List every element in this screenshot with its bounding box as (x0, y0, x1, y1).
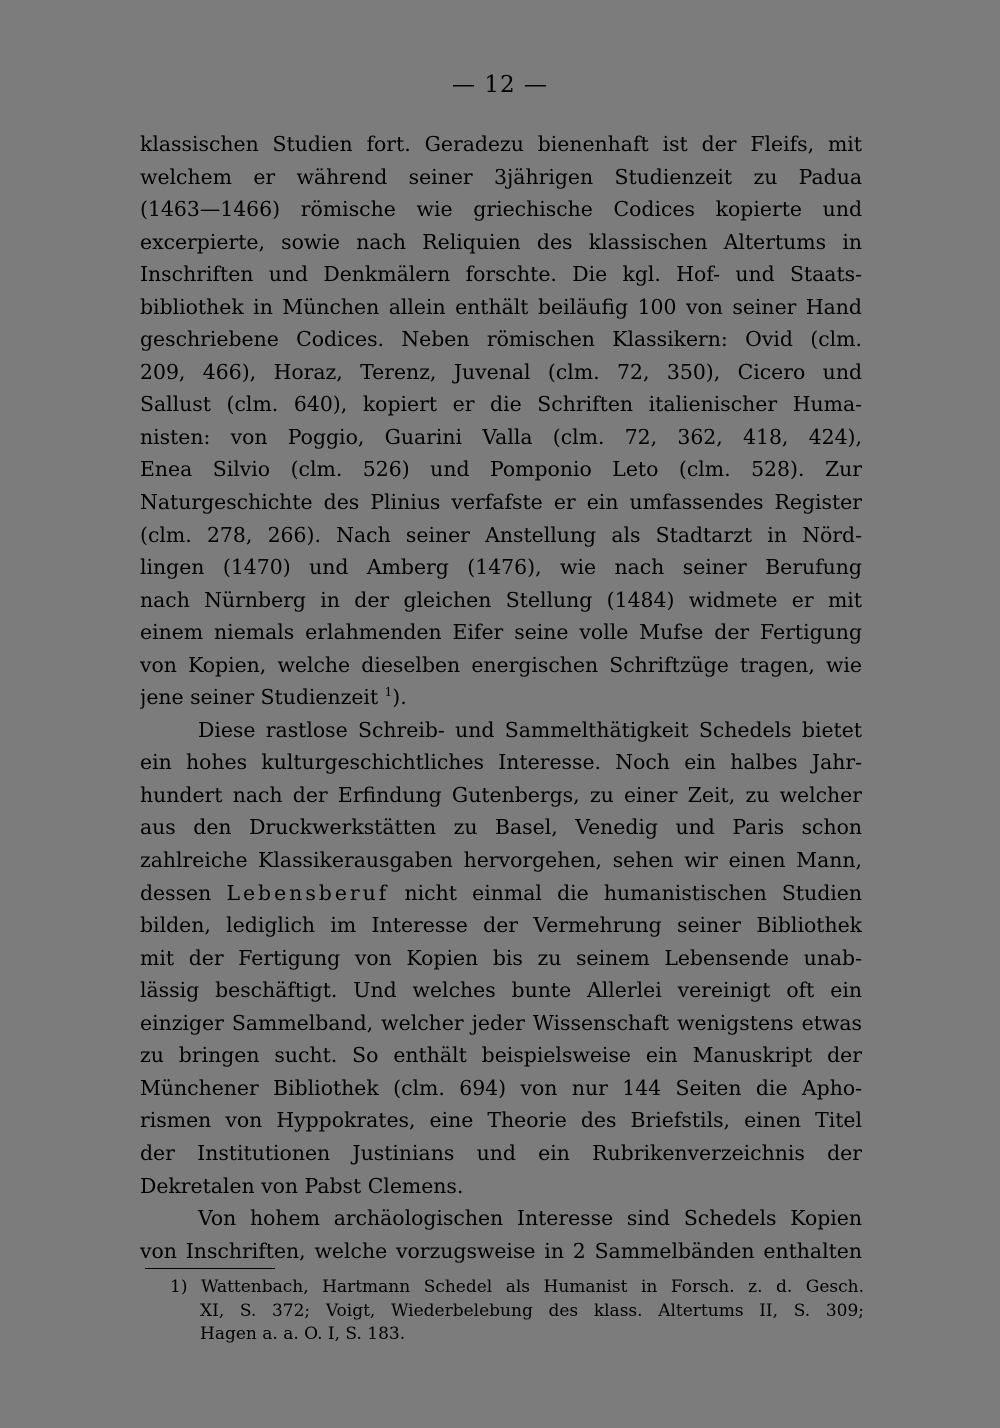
text-line: zu bringen sucht. So enthält beispielsweise ein Manuskript der (140, 1043, 862, 1068)
footnote (170, 1276, 864, 1347)
text-line: zahlreiche Klassikerausgaben hervorgehen, sehen wir einen Mann, (140, 848, 862, 873)
text-line: Enea Silvio (clm. 526) und Pomponio Leto (clm. 528). Zur (140, 457, 862, 482)
text-line: lässig beschäftigt. Und welches bunte Allerlei vereinigt oft ein (140, 978, 862, 1003)
text-line: 209, 466), Horaz, Terenz, Juvenal (clm. 72, 350), Cicero und (140, 359, 862, 384)
footnote-line (170, 1276, 864, 1300)
text-line: ein hohes kulturgeschichtliches Interesse. Noch ein halbes Jahr- (140, 750, 862, 775)
footnote-reference[interactable]: 1 (384, 685, 393, 700)
text-line: hundert nach der Erfindung Gutenbergs, zu einer Zeit, zu welcher (140, 782, 862, 807)
footnote-line: Hagen a. a. O. I, S. 183. (200, 1324, 406, 1344)
text-line: von Inschriften, welche vorzugsweise in 2 Sammelbänden enthalten (140, 1238, 862, 1263)
footnote-divider (145, 1268, 275, 1269)
text-line: (1463—1466) römische wie griechische Codices kopierte und (140, 197, 862, 222)
main-text (140, 128, 862, 1267)
text-line: von Kopien, welche dieselben energischen Schriftzüge tragen, wie (140, 652, 862, 677)
text-line: Dekretalen von Pabst Clemens. (140, 1173, 464, 1198)
text-line: nisten: von Poggio, Guarini Valla (clm. 72, 362, 418, 424), (140, 424, 862, 449)
text-line: klassischen Studien fort. Geradezu bienenhaft ist der Fleifs, mit (140, 132, 862, 156)
emphasized-word: Lebensberuf (226, 880, 390, 905)
paragraph-start-line: Von hohem archäologischen Interesse sind Schedels Kopien (198, 1206, 862, 1231)
text-line: Inschriften und Denkmälern forschte. Die kgl. Hof- und Staats- (140, 262, 862, 287)
text-fragment: dessen (140, 880, 212, 905)
text-fragment: jene seiner Studienzeit (140, 685, 379, 710)
text-line: der Institutionen Justinians und ein Rubrikenverzeichnis der (140, 1140, 862, 1165)
text-line: excerpierte, sowie nach Reliquien des klassischen Altertums in (140, 229, 862, 254)
text-line: lingen (1470) und Amberg (1476), wie nach seiner Berufung (140, 555, 862, 580)
text-line: nach Nürnberg in der gleichen Stellung (1484) widmete er mit (140, 587, 862, 612)
text-line: mit der Fertigung von Kopien bis zu seinem Lebensende unab- (140, 945, 862, 970)
text-line: einem niemals erlahmenden Eifer seine volle Mufse der Fertigung (140, 620, 862, 645)
text-line: rismen von Hyppokrates, eine Theorie des Briefstils, einen Titel (140, 1108, 862, 1133)
text-line: Sallust (clm. 640), kopiert er die Schriften italienischer Huma- (140, 392, 862, 417)
text-line-with-footnote (140, 681, 862, 714)
text-line-emphasis (140, 877, 862, 910)
text-fragment: nicht einmal die humanistischen Studien (404, 880, 862, 905)
text-line: Münchener Bibliothek (clm. 694) von nur 144 Seiten die Apho- (140, 1075, 862, 1100)
text-fragment: ). (392, 685, 407, 710)
page-number: — 12 — (452, 72, 548, 98)
footnote-text: Wattenbach, Hartmann Schedel als Humanist in Forsch. z. d. Gesch. (200, 1277, 864, 1297)
text-line: welchem er während seiner 3jährigen Studienzeit zu Padua (140, 164, 862, 189)
text-line: bibliothek in München allein enthält beiläufig 100 von seiner Hand (140, 294, 862, 319)
text-line: geschriebene Codices. Neben römischen Klassikern: Ovid (clm. (140, 327, 862, 352)
paragraph-start-line: Diese rastlose Schreib- und Sammelthätigkeit Schedels bietet (198, 717, 862, 742)
text-line: Naturgeschichte des Plinius verfafste er ein umfassendes Register (140, 490, 862, 515)
text-line: einziger Sammelband, welcher jeder Wissenschaft wenigstens etwas (140, 1010, 862, 1035)
text-line: bilden, lediglich im Interesse der Vermehrung seiner Bibliothek (140, 913, 862, 938)
text-line: aus den Druckwerkstätten zu Basel, Venedig und Paris schon (140, 815, 862, 840)
footnote-marker: 1) (170, 1277, 188, 1297)
footnote-line: XI, S. 372; Voigt, Wiederbelebung des klass. Altertums II, S. 309; (200, 1300, 864, 1321)
text-line: (clm. 278, 266). Nach seiner Anstellung als Stadtarzt in Nörd- (140, 522, 862, 547)
